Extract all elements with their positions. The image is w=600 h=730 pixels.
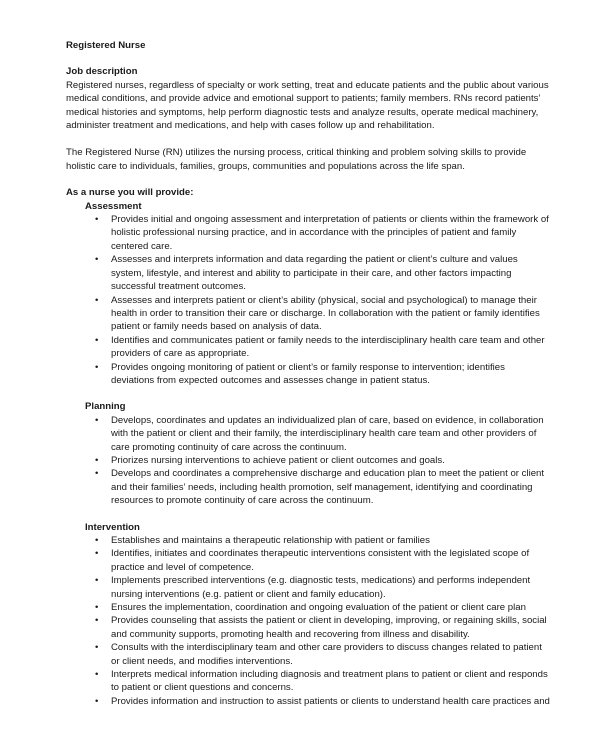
section-assessment [85, 200, 550, 388]
list-item-text: Assesses and interprets patient or client’s ability (physical, social and psychological) to manage their health in order to transition their care or discharge. In collaboration with the patient or family identifies patient or family needs based on analysis of data. [111, 294, 540, 333]
bullet-icon: • [95, 602, 99, 614]
list-item [85, 294, 550, 334]
list-item [85, 534, 550, 547]
list-item [85, 695, 550, 708]
bullet-icon: • [95, 535, 99, 546]
list-item [85, 641, 550, 668]
section-title: Intervention [85, 521, 140, 533]
bullet-icon: • [95, 214, 99, 226]
list-item [85, 253, 550, 293]
bullet-icon: • [95, 468, 99, 480]
list-item-text: Assesses and interprets information and data regarding the patient or client’s culture and values system, lifestyle, and interest and ability to participate in their care, and other factors impacting successful treatment outcomes. [111, 254, 518, 293]
bullet-icon: • [95, 361, 99, 373]
bullet-icon: • [95, 414, 99, 426]
bullet-list [85, 414, 550, 508]
list-item-text: Ensures the implementation, coordination and ongoing evaluation of the patient or client care plan [111, 602, 526, 614]
section-title: Assessment [85, 200, 142, 212]
bullet-icon: • [95, 334, 99, 346]
list-item-text: Interprets medical information including diagnosis and treatment plans to patient or client and responds to patient or client questions and concerns. [111, 669, 548, 694]
list-item [85, 601, 550, 614]
list-item-text: Develops and coordinates a comprehensive discharge and education plan to meet the patient or client and their families’ needs, including health promotion, self management, identifying and coordinating resources to promote continuity of care across the continuum. [111, 468, 545, 507]
list-item-text: Establishes and maintains a therapeutic relationship with patient or families [111, 535, 430, 546]
job-description-heading: Job description [66, 66, 138, 78]
list-item-text: Develops, coordinates and updates an individualized plan of care, based on evidence, in collaboration with the patient or client and their family, the interdisciplinary health care team and other providers of care promoting continuity of care across the continuum. [111, 414, 544, 453]
list-item [85, 414, 550, 454]
bullet-icon: • [95, 575, 99, 587]
bullet-icon: • [95, 548, 99, 560]
list-item-text: Provides initial and ongoing assessment and interpretation of patients or clients within the framework of holistic professional nursing practice, and in accordance with the principles of patient and family centered care. [111, 214, 549, 252]
bullet-icon: • [95, 294, 99, 306]
rn-summary-paragraph: The Registered Nurse (RN) utilizes the nursing process, critical thinking and problem solving skills to provide holistic care to individuals, families, groups, communities and populations across the life span. [66, 147, 527, 172]
bullet-icon: • [95, 454, 99, 466]
list-item-text: Identifies and communicates patient or family needs to the interdisciplinary health care team and other providers of care as appropriate. [111, 334, 545, 360]
job-description-paragraph: Registered nurses, regardless of specialty or work setting, treat and educate patients and the public about various medical conditions, and provide advice and emotional support to patients; family members. RNs record patients’ medical histories and symptoms, help perform diagnostic tests and analyze results, operate medical machinery, administer treatment and medications, and help with cases follow up and rehabilitation. [66, 79, 549, 132]
list-item-text: Implements prescribed interventions (e.g. diagnostic tests, medications) and performs independent nursing interventions (e.g. patient or client and family education). [111, 575, 531, 600]
list-item [85, 213, 550, 253]
bullet-icon: • [95, 669, 99, 681]
list-item-text: Consults with the interdisciplinary team and other care providers to discuss changes related to patient or client needs, and modifies interventions. [111, 642, 542, 667]
list-item [85, 334, 550, 361]
role-heading: As a nurse you will provide: [66, 187, 194, 199]
list-item [85, 547, 550, 574]
list-item [85, 668, 550, 695]
bullet-icon: • [95, 695, 99, 707]
section-title: Planning [85, 401, 126, 413]
list-item-text: Identifies, initiates and coordinates therapeutic interventions consistent with the legislated scope of practice and level of competence. [111, 548, 530, 573]
list-item [85, 467, 550, 507]
list-item [85, 454, 550, 467]
list-item-text: Priorizes nursing interventions to achieve patient or client outcomes and goals. [111, 454, 445, 466]
section-planning [85, 400, 550, 507]
section-intervention [85, 521, 550, 709]
bullet-list [85, 213, 550, 387]
sections-container [66, 200, 550, 709]
list-item-text: Provides ongoing monitoring of patient or client’s or family response to intervention; identifies deviations from expected outcomes and assesses change in patient status. [111, 361, 505, 386]
list-item-text: Provides information and instruction to assist patients or clients to understand health care practices and [111, 695, 550, 707]
list-item [85, 361, 550, 388]
bullet-icon: • [95, 615, 99, 627]
list-item [85, 614, 550, 641]
bullet-list [85, 534, 550, 708]
bullet-icon: • [95, 254, 99, 266]
list-item [85, 574, 550, 601]
list-item-text: Provides counseling that assists the patient or client in developing, improving, or regaining skills, social and community supports, promoting health and recovering from illness and disability. [111, 615, 547, 640]
document-title: Registered Nurse [66, 40, 146, 51]
bullet-icon: • [95, 642, 99, 654]
